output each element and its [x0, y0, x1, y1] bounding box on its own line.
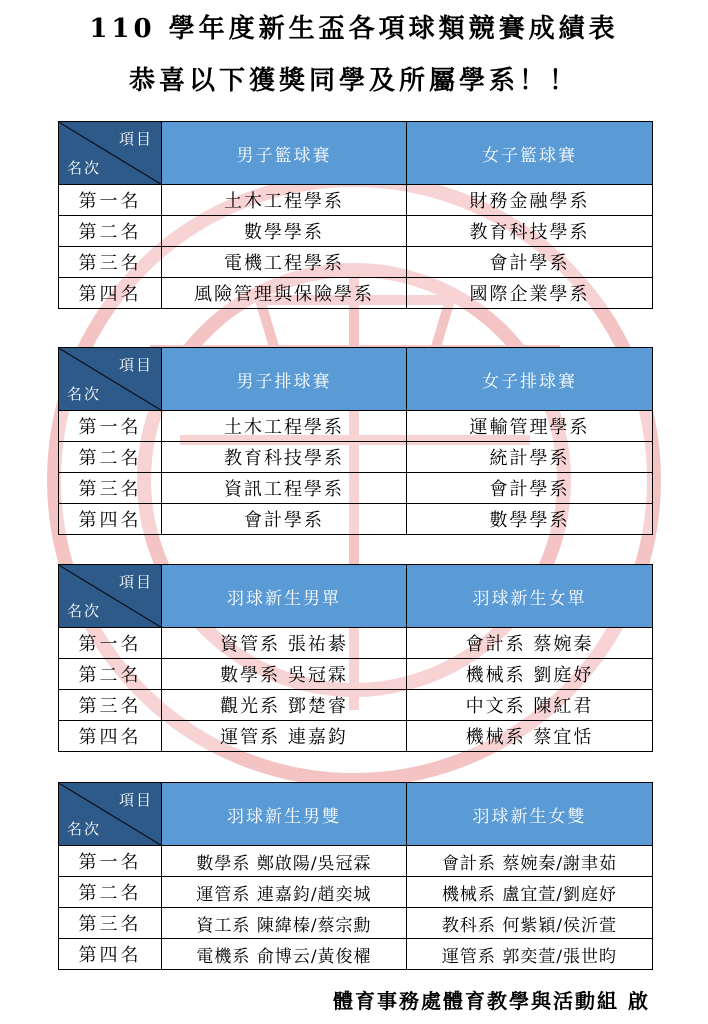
column-header: 羽球新生女雙	[407, 783, 653, 846]
result-cell: 資訊工程學系	[162, 473, 407, 504]
table-row	[59, 504, 653, 535]
result-cell: 資管系 張祐綦	[162, 628, 407, 659]
result-cell: 數學系 鄭啟陽/吳冠霖	[162, 846, 407, 877]
page-title: 110 學年度新生盃各項球類競賽成績表	[89, 14, 619, 44]
rank-cell: 第一名	[59, 628, 162, 659]
table-row	[59, 216, 653, 247]
result-cell: 教育科技學系	[162, 442, 407, 473]
column-header: 女子籃球賽	[407, 122, 653, 185]
rank-cell: 第二名	[59, 659, 162, 690]
corner-rank-label: 名次	[67, 602, 102, 620]
result-cell: 會計系 蔡婉秦/謝聿茹	[407, 846, 653, 877]
result-cell: 教育科技學系	[407, 216, 653, 247]
rank-cell: 第一名	[59, 846, 162, 877]
corner-header	[59, 783, 162, 846]
result-cell: 風險管理與保險學系	[162, 278, 407, 309]
result-cell: 機械系 盧宜萱/劉庭妤	[407, 877, 653, 908]
rank-cell: 第四名	[59, 721, 162, 752]
table-row	[59, 939, 653, 970]
result-cell: 機械系 劉庭妤	[407, 659, 653, 690]
column-header: 男子籃球賽	[162, 122, 407, 185]
results-table-basketball	[58, 121, 653, 309]
corner-header	[59, 122, 162, 185]
column-header: 男子排球賽	[162, 348, 407, 411]
column-header: 女子排球賽	[407, 348, 653, 411]
column-header: 羽球新生男雙	[162, 783, 407, 846]
table-row	[59, 247, 653, 278]
result-cell: 資工系 陳緯榛/蔡宗勳	[162, 908, 407, 939]
result-cell: 觀光系 鄧楚睿	[162, 690, 407, 721]
result-cell: 國際企業學系	[407, 278, 653, 309]
result-cell: 會計學系	[407, 473, 653, 504]
result-cell: 運輸管理學系	[407, 411, 653, 442]
rank-cell: 第四名	[59, 278, 162, 309]
table-row	[59, 690, 653, 721]
table-row	[59, 411, 653, 442]
rank-cell: 第四名	[59, 504, 162, 535]
rank-cell: 第三名	[59, 908, 162, 939]
page-subtitle: 恭喜以下獲獎同學及所屬學系！！	[128, 66, 579, 96]
result-cell: 教科系 何紫穎/侯沂萱	[407, 908, 653, 939]
result-cell: 統計學系	[407, 442, 653, 473]
table-row	[59, 278, 653, 309]
result-cell: 運管系 郭奕萱/張世昀	[407, 939, 653, 970]
result-cell: 運管系 連嘉鈞/趙奕城	[162, 877, 407, 908]
results-table-badminton-doubles	[58, 782, 653, 970]
result-cell: 財務金融學系	[407, 185, 653, 216]
result-cell: 土木工程學系	[162, 185, 407, 216]
rank-cell: 第一名	[59, 185, 162, 216]
rank-cell: 第三名	[59, 690, 162, 721]
rank-cell: 第三名	[59, 473, 162, 504]
table-row	[59, 628, 653, 659]
corner-rank-label: 名次	[67, 820, 102, 838]
corner-item-label: 項目	[118, 356, 153, 374]
corner-header	[59, 348, 162, 411]
result-cell: 數學學系	[162, 216, 407, 247]
rank-cell: 第二名	[59, 877, 162, 908]
table-row	[59, 473, 653, 504]
table-row	[59, 442, 653, 473]
rank-cell: 第一名	[59, 411, 162, 442]
result-cell: 會計學系	[407, 247, 653, 278]
result-cell: 會計系 蔡婉秦	[407, 628, 653, 659]
table-row	[59, 846, 653, 877]
rank-cell: 第四名	[59, 939, 162, 970]
result-cell: 電機系 俞博云/黃俊櫂	[162, 939, 407, 970]
table-row	[59, 185, 653, 216]
table-row	[59, 659, 653, 690]
results-table-badminton-singles	[58, 564, 653, 752]
rank-cell: 第三名	[59, 247, 162, 278]
result-cell: 土木工程學系	[162, 411, 407, 442]
results-table-volleyball	[58, 347, 653, 535]
column-header: 羽球新生男單	[162, 565, 407, 628]
result-cell: 會計學系	[162, 504, 407, 535]
table-row	[59, 721, 653, 752]
corner-rank-label: 名次	[67, 159, 102, 177]
column-header: 羽球新生女單	[407, 565, 653, 628]
table-row	[59, 908, 653, 939]
issuer-signature: 體育事務處體育教學與活動組 啟	[333, 989, 650, 1013]
corner-item-label: 項目	[118, 130, 153, 148]
rank-cell: 第二名	[59, 442, 162, 473]
corner-item-label: 項目	[118, 791, 153, 809]
result-cell: 中文系 陳紅君	[407, 690, 653, 721]
result-cell: 電機工程學系	[162, 247, 407, 278]
table-row	[59, 877, 653, 908]
rank-cell: 第二名	[59, 216, 162, 247]
result-cell: 數學系 吳冠霖	[162, 659, 407, 690]
corner-rank-label: 名次	[67, 385, 102, 403]
result-cell: 運管系 連嘉鈞	[162, 721, 407, 752]
result-cell: 機械系 蔡宜恬	[407, 721, 653, 752]
corner-item-label: 項目	[118, 573, 153, 591]
corner-header	[59, 565, 162, 628]
result-cell: 數學學系	[407, 504, 653, 535]
